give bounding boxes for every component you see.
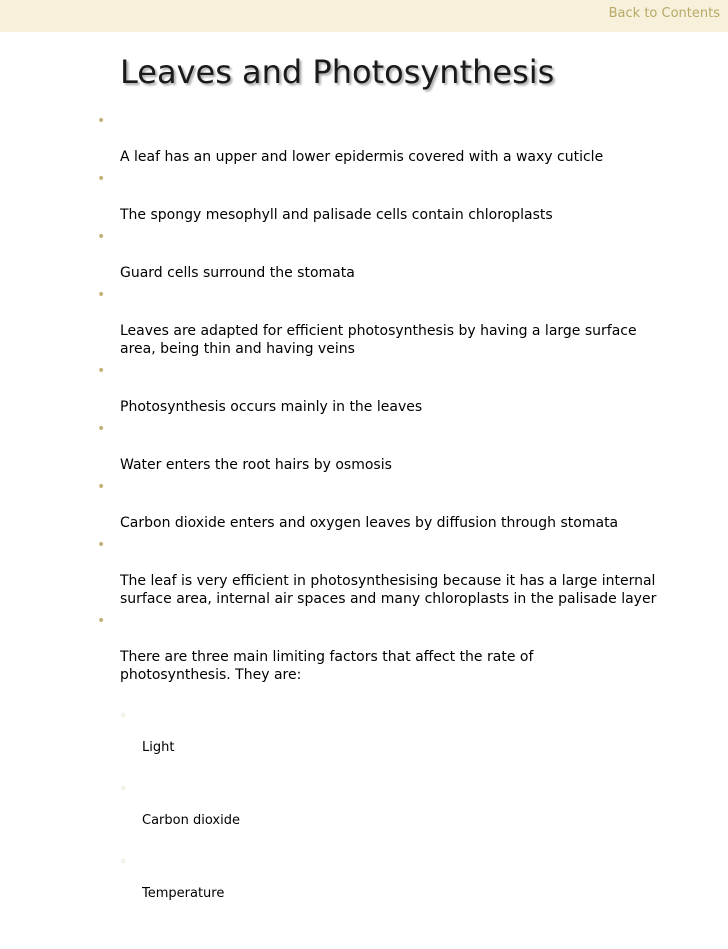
sub-bullet-item	[120, 854, 724, 902]
bullet-text: Carbon dioxide enters and oxygen leaves by diffusion through stomata	[120, 515, 619, 531]
sub-bullet-list	[120, 690, 724, 927]
back-to-contents-link[interactable]: Back to Contents	[608, 6, 720, 21]
sub-bullet-text: Light	[142, 740, 175, 755]
bullet-dot-icon: •	[97, 613, 106, 629]
bullet-dot-icon: •	[97, 421, 106, 437]
bullet-text: A leaf has an upper and lower epidermis covered with a waxy cuticle	[120, 149, 604, 165]
bullet-item	[0, 420, 728, 474]
bullet-dot-icon: •	[97, 287, 106, 303]
bullet-item	[0, 286, 728, 358]
bullet-item	[0, 362, 728, 416]
bullet-item	[0, 536, 728, 608]
bullet-list	[0, 112, 728, 949]
sub-bullet-text: Temperature	[142, 886, 225, 901]
bullet-item	[0, 112, 728, 166]
slide-title: Leaves and Photosynthesis	[120, 53, 555, 91]
bullet-dot-icon: •	[97, 113, 106, 129]
bullet-item	[0, 228, 728, 282]
sub-bullet-text: Carbon dioxide	[142, 813, 240, 828]
bullet-text: Leaves are adapted for efficient photosynthesis by having a large surface area, being thin and having veins	[120, 323, 637, 357]
sub-bullet-item	[120, 708, 724, 756]
sub-bullet-item	[120, 781, 724, 829]
ring-bullet-icon: ◦	[120, 709, 127, 722]
bullet-item	[0, 170, 728, 224]
bullet-text: The spongy mesophyll and palisade cells contain chloroplasts	[120, 207, 553, 223]
ring-bullet-icon: ◦	[120, 855, 127, 868]
bullet-dot-icon: •	[97, 537, 106, 553]
bullet-text: Water enters the root hairs by osmosis	[120, 457, 392, 473]
bullet-dot-icon: •	[97, 229, 106, 245]
ring-bullet-icon: ◦	[120, 782, 127, 795]
bullet-text: Photosynthesis occurs mainly in the leaves	[120, 399, 423, 415]
bullet-item	[0, 478, 728, 532]
bullet-text: The leaf is very efficient in photosynthesising because it has a large internal surface area, internal air spaces and many chloroplasts in the palisade layer	[120, 573, 657, 607]
bullet-dot-icon: •	[97, 363, 106, 379]
bullet-text: Guard cells surround the stomata	[120, 265, 355, 281]
bullet-dot-icon: •	[97, 171, 106, 187]
bullet-dot-icon: •	[97, 479, 106, 495]
bullet-text: There are three main limiting factors that affect the rate of photosynthesis. They are:	[120, 649, 534, 683]
bullet-item	[0, 612, 728, 945]
